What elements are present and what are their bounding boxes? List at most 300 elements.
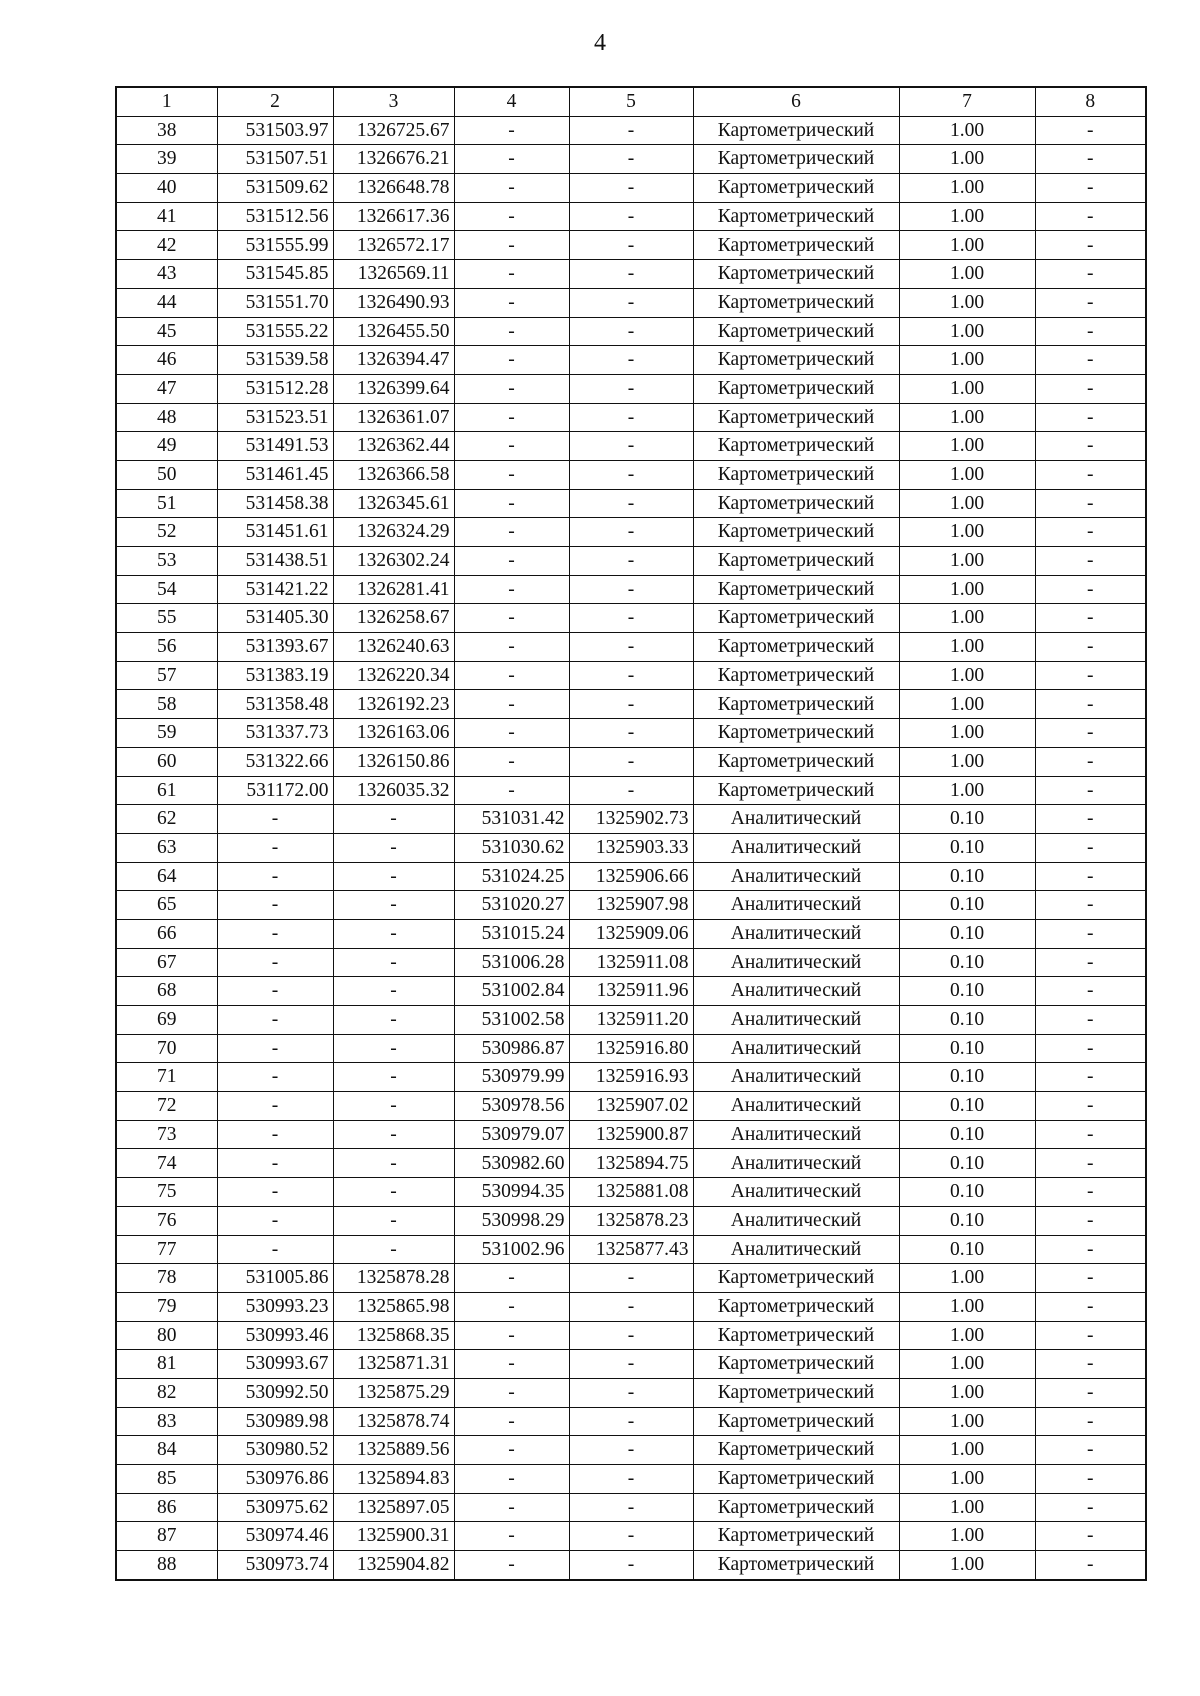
y-coord-cell: 1326240.63	[333, 633, 454, 662]
y-coord-cell: -	[333, 805, 454, 834]
point-number-cell: 44	[116, 288, 217, 317]
y-coord-alt-cell: -	[569, 1378, 693, 1407]
x-coord-alt-cell: 531002.84	[454, 977, 569, 1006]
y-coord-cell: -	[333, 1206, 454, 1235]
x-coord-cell: 531337.73	[217, 719, 333, 748]
x-coord-cell: 530976.86	[217, 1465, 333, 1494]
table-row	[116, 518, 1146, 547]
x-coord-alt-cell: -	[454, 346, 569, 375]
method-cell: Аналитический	[693, 1034, 899, 1063]
x-coord-alt-cell: -	[454, 1292, 569, 1321]
column-header: 3	[333, 87, 454, 116]
table-row	[116, 489, 1146, 518]
point-number-cell: 51	[116, 489, 217, 518]
note-cell: -	[1035, 1292, 1146, 1321]
x-coord-cell: 530989.98	[217, 1407, 333, 1436]
point-number-cell: 39	[116, 145, 217, 174]
table-row	[116, 1522, 1146, 1551]
y-coord-cell: 1326258.67	[333, 604, 454, 633]
note-cell: -	[1035, 948, 1146, 977]
note-cell: -	[1035, 145, 1146, 174]
method-cell: Аналитический	[693, 1006, 899, 1035]
x-coord-cell: 531393.67	[217, 633, 333, 662]
method-cell: Картометрический	[693, 633, 899, 662]
table-row	[116, 1264, 1146, 1293]
table-row	[116, 403, 1146, 432]
accuracy-cell: 0.10	[899, 1235, 1035, 1264]
y-coord-cell: 1325897.05	[333, 1493, 454, 1522]
table-header	[116, 87, 1146, 116]
x-coord-alt-cell: 531006.28	[454, 948, 569, 977]
note-cell: -	[1035, 977, 1146, 1006]
point-number-cell: 57	[116, 661, 217, 690]
point-number-cell: 49	[116, 432, 217, 461]
y-coord-alt-cell: -	[569, 460, 693, 489]
y-coord-alt-cell: 1325907.02	[569, 1092, 693, 1121]
point-number-cell: 42	[116, 231, 217, 260]
table-row	[116, 575, 1146, 604]
x-coord-cell: 530993.23	[217, 1292, 333, 1321]
point-number-cell: 82	[116, 1378, 217, 1407]
note-cell: -	[1035, 260, 1146, 289]
y-coord-alt-cell: -	[569, 1350, 693, 1379]
table-row	[116, 1551, 1146, 1580]
note-cell: -	[1035, 1092, 1146, 1121]
accuracy-cell: 1.00	[899, 1551, 1035, 1580]
y-coord-cell: 1325904.82	[333, 1551, 454, 1580]
header-row	[116, 87, 1146, 116]
method-cell: Картометрический	[693, 719, 899, 748]
table-row	[116, 432, 1146, 461]
x-coord-alt-cell: -	[454, 174, 569, 203]
y-coord-alt-cell: 1325881.08	[569, 1178, 693, 1207]
y-coord-alt-cell: 1325911.08	[569, 948, 693, 977]
x-coord-alt-cell: -	[454, 231, 569, 260]
y-coord-alt-cell: -	[569, 1292, 693, 1321]
x-coord-alt-cell: -	[454, 374, 569, 403]
x-coord-alt-cell: -	[454, 1493, 569, 1522]
table-row	[116, 460, 1146, 489]
note-cell: -	[1035, 1006, 1146, 1035]
note-cell: -	[1035, 460, 1146, 489]
method-cell: Аналитический	[693, 891, 899, 920]
column-header: 4	[454, 87, 569, 116]
x-coord-alt-cell: -	[454, 1522, 569, 1551]
method-cell: Картометрический	[693, 231, 899, 260]
x-coord-alt-cell: 530979.07	[454, 1120, 569, 1149]
y-coord-cell: 1326163.06	[333, 719, 454, 748]
table-row	[116, 1378, 1146, 1407]
note-cell: -	[1035, 1149, 1146, 1178]
method-cell: Картометрический	[693, 403, 899, 432]
point-number-cell: 53	[116, 547, 217, 576]
point-number-cell: 84	[116, 1436, 217, 1465]
x-coord-alt-cell: -	[454, 1436, 569, 1465]
point-number-cell: 64	[116, 862, 217, 891]
x-coord-alt-cell: -	[454, 776, 569, 805]
table-row	[116, 1092, 1146, 1121]
table-row	[116, 1407, 1146, 1436]
x-coord-alt-cell: 531024.25	[454, 862, 569, 891]
x-coord-alt-cell: -	[454, 432, 569, 461]
y-coord-alt-cell: -	[569, 747, 693, 776]
note-cell: -	[1035, 317, 1146, 346]
y-coord-cell: 1325878.74	[333, 1407, 454, 1436]
x-coord-cell: 531451.61	[217, 518, 333, 547]
note-cell: -	[1035, 1407, 1146, 1436]
y-coord-cell: -	[333, 1092, 454, 1121]
point-number-cell: 66	[116, 919, 217, 948]
y-coord-alt-cell: -	[569, 604, 693, 633]
x-coord-cell: 531509.62	[217, 174, 333, 203]
x-coord-cell: 531458.38	[217, 489, 333, 518]
x-coord-cell: 530975.62	[217, 1493, 333, 1522]
x-coord-cell: -	[217, 1092, 333, 1121]
point-number-cell: 38	[116, 116, 217, 145]
y-coord-cell: 1326150.86	[333, 747, 454, 776]
point-number-cell: 83	[116, 1407, 217, 1436]
accuracy-cell: 1.00	[899, 1292, 1035, 1321]
table-row	[116, 891, 1146, 920]
x-coord-alt-cell: 530994.35	[454, 1178, 569, 1207]
method-cell: Аналитический	[693, 1063, 899, 1092]
table-row	[116, 174, 1146, 203]
accuracy-cell: 0.10	[899, 948, 1035, 977]
note-cell: -	[1035, 1551, 1146, 1580]
note-cell: -	[1035, 1063, 1146, 1092]
x-coord-alt-cell: 530979.99	[454, 1063, 569, 1092]
x-coord-cell: 531503.97	[217, 116, 333, 145]
method-cell: Картометрический	[693, 288, 899, 317]
x-coord-alt-cell: -	[454, 460, 569, 489]
y-coord-cell: 1326676.21	[333, 145, 454, 174]
x-coord-alt-cell: 530986.87	[454, 1034, 569, 1063]
y-coord-cell: 1326362.44	[333, 432, 454, 461]
x-coord-alt-cell: -	[454, 1321, 569, 1350]
y-coord-cell: 1325900.31	[333, 1522, 454, 1551]
accuracy-cell: 0.10	[899, 833, 1035, 862]
table-row	[116, 346, 1146, 375]
point-number-cell: 69	[116, 1006, 217, 1035]
accuracy-cell: 1.00	[899, 460, 1035, 489]
y-coord-alt-cell: -	[569, 174, 693, 203]
x-coord-alt-cell: 531030.62	[454, 833, 569, 862]
x-coord-cell: 531172.00	[217, 776, 333, 805]
accuracy-cell: 1.00	[899, 690, 1035, 719]
y-coord-cell: 1326569.11	[333, 260, 454, 289]
y-coord-alt-cell: -	[569, 1436, 693, 1465]
accuracy-cell: 1.00	[899, 1465, 1035, 1494]
y-coord-alt-cell: -	[569, 690, 693, 719]
y-coord-cell: -	[333, 1149, 454, 1178]
point-number-cell: 55	[116, 604, 217, 633]
table-row	[116, 633, 1146, 662]
point-number-cell: 79	[116, 1292, 217, 1321]
note-cell: -	[1035, 374, 1146, 403]
y-coord-cell: -	[333, 948, 454, 977]
accuracy-cell: 1.00	[899, 518, 1035, 547]
table-row	[116, 719, 1146, 748]
y-coord-cell: 1326192.23	[333, 690, 454, 719]
note-cell: -	[1035, 231, 1146, 260]
x-coord-cell: 531358.48	[217, 690, 333, 719]
accuracy-cell: 1.00	[899, 346, 1035, 375]
accuracy-cell: 1.00	[899, 633, 1035, 662]
point-number-cell: 65	[116, 891, 217, 920]
point-number-cell: 46	[116, 346, 217, 375]
note-cell: -	[1035, 891, 1146, 920]
table-row	[116, 1063, 1146, 1092]
x-coord-alt-cell: 531020.27	[454, 891, 569, 920]
accuracy-cell: 1.00	[899, 260, 1035, 289]
method-cell: Картометрический	[693, 1292, 899, 1321]
note-cell: -	[1035, 1178, 1146, 1207]
x-coord-cell: 531555.22	[217, 317, 333, 346]
accuracy-cell: 1.00	[899, 1493, 1035, 1522]
table-row	[116, 747, 1146, 776]
y-coord-cell: 1326455.50	[333, 317, 454, 346]
note-cell: -	[1035, 346, 1146, 375]
table-row	[116, 145, 1146, 174]
y-coord-cell: 1326281.41	[333, 575, 454, 604]
x-coord-cell: -	[217, 891, 333, 920]
x-coord-cell: -	[217, 1178, 333, 1207]
accuracy-cell: 1.00	[899, 374, 1035, 403]
y-coord-alt-cell: -	[569, 1551, 693, 1580]
accuracy-cell: 1.00	[899, 489, 1035, 518]
x-coord-alt-cell: 530998.29	[454, 1206, 569, 1235]
y-coord-cell: -	[333, 977, 454, 1006]
table-row	[116, 288, 1146, 317]
point-number-cell: 86	[116, 1493, 217, 1522]
method-cell: Аналитический	[693, 948, 899, 977]
x-coord-cell: 531421.22	[217, 575, 333, 604]
y-coord-cell: 1326220.34	[333, 661, 454, 690]
note-cell: -	[1035, 489, 1146, 518]
point-number-cell: 58	[116, 690, 217, 719]
method-cell: Картометрический	[693, 776, 899, 805]
accuracy-cell: 0.10	[899, 1206, 1035, 1235]
point-number-cell: 62	[116, 805, 217, 834]
y-coord-cell: 1326399.64	[333, 374, 454, 403]
accuracy-cell: 1.00	[899, 174, 1035, 203]
x-coord-cell: 530980.52	[217, 1436, 333, 1465]
y-coord-alt-cell: 1325894.75	[569, 1149, 693, 1178]
y-coord-cell: 1326617.36	[333, 202, 454, 231]
point-number-cell: 81	[116, 1350, 217, 1379]
x-coord-cell: 531322.66	[217, 747, 333, 776]
y-coord-cell: 1326648.78	[333, 174, 454, 203]
method-cell: Аналитический	[693, 862, 899, 891]
point-number-cell: 75	[116, 1178, 217, 1207]
method-cell: Аналитический	[693, 805, 899, 834]
x-coord-alt-cell: -	[454, 1551, 569, 1580]
y-coord-alt-cell: -	[569, 374, 693, 403]
method-cell: Картометрический	[693, 518, 899, 547]
table-row	[116, 202, 1146, 231]
point-number-cell: 40	[116, 174, 217, 203]
accuracy-cell: 1.00	[899, 747, 1035, 776]
method-cell: Картометрический	[693, 1551, 899, 1580]
x-coord-alt-cell: 531031.42	[454, 805, 569, 834]
column-header: 8	[1035, 87, 1146, 116]
note-cell: -	[1035, 288, 1146, 317]
method-cell: Картометрический	[693, 747, 899, 776]
y-coord-alt-cell: -	[569, 145, 693, 174]
x-coord-alt-cell: -	[454, 145, 569, 174]
method-cell: Аналитический	[693, 833, 899, 862]
y-coord-cell: -	[333, 1034, 454, 1063]
accuracy-cell: 1.00	[899, 719, 1035, 748]
table-row	[116, 862, 1146, 891]
note-cell: -	[1035, 805, 1146, 834]
x-coord-alt-cell: -	[454, 1350, 569, 1379]
x-coord-cell: 531491.53	[217, 432, 333, 461]
note-cell: -	[1035, 1206, 1146, 1235]
y-coord-alt-cell: -	[569, 547, 693, 576]
note-cell: -	[1035, 403, 1146, 432]
x-coord-cell: -	[217, 1063, 333, 1092]
table-row	[116, 776, 1146, 805]
point-number-cell: 52	[116, 518, 217, 547]
x-coord-alt-cell: -	[454, 661, 569, 690]
table-row	[116, 833, 1146, 862]
x-coord-cell: -	[217, 1006, 333, 1035]
y-coord-alt-cell: 1325878.23	[569, 1206, 693, 1235]
accuracy-cell: 1.00	[899, 661, 1035, 690]
y-coord-cell: -	[333, 891, 454, 920]
method-cell: Картометрический	[693, 346, 899, 375]
y-coord-cell: 1325889.56	[333, 1436, 454, 1465]
point-number-cell: 73	[116, 1120, 217, 1149]
x-coord-cell: -	[217, 862, 333, 891]
x-coord-cell: -	[217, 833, 333, 862]
method-cell: Картометрический	[693, 202, 899, 231]
point-number-cell: 70	[116, 1034, 217, 1063]
method-cell: Картометрический	[693, 690, 899, 719]
point-number-cell: 43	[116, 260, 217, 289]
note-cell: -	[1035, 1493, 1146, 1522]
y-coord-alt-cell: -	[569, 202, 693, 231]
x-coord-alt-cell: -	[454, 575, 569, 604]
table-row	[116, 1292, 1146, 1321]
table-row	[116, 1120, 1146, 1149]
accuracy-cell: 1.00	[899, 575, 1035, 604]
point-number-cell: 88	[116, 1551, 217, 1580]
accuracy-cell: 1.00	[899, 1350, 1035, 1379]
accuracy-cell: 1.00	[899, 317, 1035, 346]
x-coord-cell: 530992.50	[217, 1378, 333, 1407]
accuracy-cell: 1.00	[899, 1522, 1035, 1551]
accuracy-cell: 1.00	[899, 1264, 1035, 1293]
accuracy-cell: 0.10	[899, 891, 1035, 920]
table-body	[116, 116, 1146, 1580]
x-coord-alt-cell: -	[454, 1407, 569, 1436]
accuracy-cell: 0.10	[899, 862, 1035, 891]
y-coord-cell: 1326394.47	[333, 346, 454, 375]
method-cell: Аналитический	[693, 1235, 899, 1264]
x-coord-alt-cell: 530982.60	[454, 1149, 569, 1178]
column-header: 7	[899, 87, 1035, 116]
y-coord-alt-cell: -	[569, 719, 693, 748]
x-coord-alt-cell: -	[454, 317, 569, 346]
accuracy-cell: 1.00	[899, 116, 1035, 145]
y-coord-alt-cell: 1325911.96	[569, 977, 693, 1006]
accuracy-cell: 0.10	[899, 919, 1035, 948]
table-row	[116, 317, 1146, 346]
table-row	[116, 1206, 1146, 1235]
y-coord-cell: 1325871.31	[333, 1350, 454, 1379]
y-coord-cell: 1326572.17	[333, 231, 454, 260]
note-cell: -	[1035, 1120, 1146, 1149]
note-cell: -	[1035, 1522, 1146, 1551]
point-number-cell: 78	[116, 1264, 217, 1293]
x-coord-alt-cell: -	[454, 260, 569, 289]
y-coord-cell: 1326361.07	[333, 403, 454, 432]
x-coord-alt-cell: -	[454, 604, 569, 633]
y-coord-cell: -	[333, 1235, 454, 1264]
x-coord-cell: 531555.99	[217, 231, 333, 260]
table-row	[116, 690, 1146, 719]
method-cell: Картометрический	[693, 460, 899, 489]
x-coord-cell: 530993.67	[217, 1350, 333, 1379]
point-number-cell: 56	[116, 633, 217, 662]
x-coord-cell: 530973.74	[217, 1551, 333, 1580]
accuracy-cell: 1.00	[899, 547, 1035, 576]
method-cell: Аналитический	[693, 1149, 899, 1178]
note-cell: -	[1035, 575, 1146, 604]
column-header: 6	[693, 87, 899, 116]
point-number-cell: 72	[116, 1092, 217, 1121]
y-coord-alt-cell: -	[569, 1407, 693, 1436]
method-cell: Картометрический	[693, 1407, 899, 1436]
x-coord-alt-cell: -	[454, 547, 569, 576]
point-number-cell: 60	[116, 747, 217, 776]
method-cell: Картометрический	[693, 1465, 899, 1494]
table-row	[116, 1465, 1146, 1494]
method-cell: Картометрический	[693, 661, 899, 690]
x-coord-cell: -	[217, 1149, 333, 1178]
y-coord-cell: -	[333, 919, 454, 948]
point-number-cell: 74	[116, 1149, 217, 1178]
accuracy-cell: 0.10	[899, 1006, 1035, 1035]
accuracy-cell: 1.00	[899, 604, 1035, 633]
x-coord-cell: -	[217, 805, 333, 834]
method-cell: Картометрический	[693, 174, 899, 203]
y-coord-alt-cell: 1325916.93	[569, 1063, 693, 1092]
table-row	[116, 1493, 1146, 1522]
column-header: 1	[116, 87, 217, 116]
note-cell: -	[1035, 1436, 1146, 1465]
column-header: 2	[217, 87, 333, 116]
y-coord-alt-cell: 1325903.33	[569, 833, 693, 862]
y-coord-cell: 1326366.58	[333, 460, 454, 489]
x-coord-alt-cell: -	[454, 1264, 569, 1293]
method-cell: Картометрический	[693, 575, 899, 604]
point-number-cell: 48	[116, 403, 217, 432]
y-coord-cell: 1326302.24	[333, 547, 454, 576]
x-coord-alt-cell: -	[454, 690, 569, 719]
table-row	[116, 1034, 1146, 1063]
method-cell: Картометрический	[693, 1350, 899, 1379]
accuracy-cell: 0.10	[899, 1063, 1035, 1092]
accuracy-cell: 0.10	[899, 1092, 1035, 1121]
x-coord-cell: 531512.56	[217, 202, 333, 231]
accuracy-cell: 0.10	[899, 1120, 1035, 1149]
method-cell: Аналитический	[693, 919, 899, 948]
method-cell: Картометрический	[693, 260, 899, 289]
accuracy-cell: 1.00	[899, 403, 1035, 432]
